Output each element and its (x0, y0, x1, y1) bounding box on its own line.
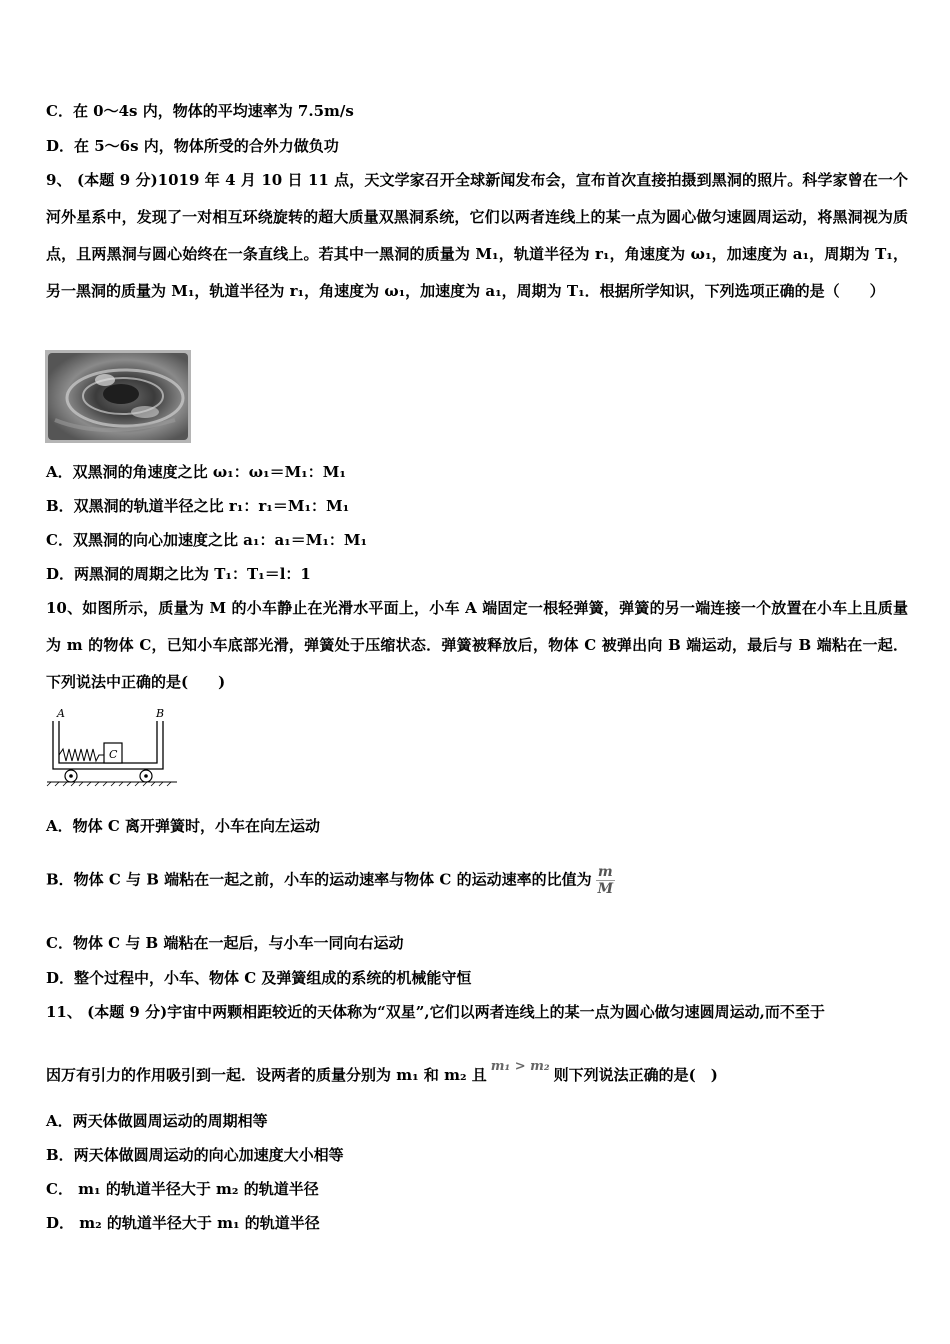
figure-label-b: B (156, 707, 165, 720)
fraction-numerator: m (596, 864, 616, 881)
black-hole-photo (45, 350, 191, 443)
q11-option-d: D． m₂ 的轨道半径大于 m₁ 的轨道半径 (46, 1214, 320, 1232)
q9-option-d: D．两黑洞的周期之比为 T₁：T₁＝l：1 (46, 565, 311, 583)
q10-option-b (46, 864, 615, 897)
q10-option-b-text: B．物体 C 与 B 端粘在一起之前，小车的运动速率与物体 C 的运动速率的比值为 (46, 870, 592, 889)
q9-option-c: C．双黑洞的向心加速度之比 a₁：a₁＝M₁：M₁ (46, 531, 368, 549)
q10-option-c: C．物体 C 与 B 端粘在一起后，与小车一同向右运动 (46, 934, 404, 952)
figure-label-c: C (109, 748, 118, 761)
q11-stem-line2-post: 则下列说法正确的是( ) (553, 1066, 718, 1084)
q9-stem: 9、 (本题 9 分)1019 年 4 月 10 日 11 点，天文学家召开全球新闻发布会，宣布首次直接拍摄到黑洞的照片。科学家曾在一个河外星系中，发现了一对相互环绕旋转的超大质量双黑洞系统，它们以两者连线上的某一点为圆心做匀速圆周运动，将黑洞视为质点，且两黑洞与圆心始终在一条直线上。若其中一黑洞的质量为 M₁，轨道半径为 r₁，角速度为 ω₁，加速度为 a₁，周期为 T₁，另一黑洞的质量为 M₁，轨道半径为 r₁，角速度为 ω₁，加速度为 a₁，周期为 T₁．根据所学知识，下列选项正确的是（ ） (46, 171, 908, 300)
q9-option-b: B．双黑洞的轨道半径之比 r₁：r₁＝M₁：M₁ (46, 497, 350, 515)
mass-inequality: m₁ > m₂ (490, 1059, 550, 1074)
cart-spring-figure (45, 705, 180, 787)
q11-stem-line2-pre: 因万有引力的作用吸引到一起．设两者的质量分别为 m₁ 和 m₂ 且 (46, 1066, 487, 1084)
fraction-m-over-m (596, 864, 616, 897)
q8-option-d: D．在 5～6s 内，物体所受的合外力做负功 (46, 137, 339, 155)
q11-stem-line2 (46, 1059, 718, 1087)
q8-option-c: C．在 0～4s 内，物体的平均速率为 7.5m/s (46, 102, 354, 120)
q10-option-d: D．整个过程中，小车、物体 C 及弹簧组成的系统的机械能守恒 (46, 969, 472, 987)
q11-stem-line1: 11、 (本题 9 分)宇宙中两颗相距较近的天体称为“双星”,它们以两者连线上的某一点为圆心做匀速圆周运动,而不至于 (46, 1003, 825, 1021)
q10-option-a: A．物体 C 离开弹簧时，小车在向左运动 (46, 817, 321, 835)
q9-option-a: A．双黑洞的角速度之比 ω₁：ω₁＝M₁：M₁ (46, 463, 346, 481)
figure-label-a: A (57, 707, 65, 720)
q11-option-a: A．两天体做圆周运动的周期相等 (46, 1112, 268, 1130)
q10-stem: 10、如图所示，质量为 M 的小车静止在光滑水平面上，小车 A 端固定一根轻弹簧，弹簧的另一端连接一个放置在小车上且质量为 m 的物体 C，已知小车底部光滑，弹簧处于压缩状态．弹簧被释放后，物体 C 被弹出向 B 端运动，最后与 B 端粘在一起．下列说法中正确的是( ) (46, 599, 908, 691)
q11-option-b: B．两天体做圆周运动的向心加速度大小相等 (46, 1146, 344, 1164)
fraction-denominator: M (597, 881, 614, 897)
q11-option-c: C． m₁ 的轨道半径大于 m₂ 的轨道半径 (46, 1180, 319, 1198)
